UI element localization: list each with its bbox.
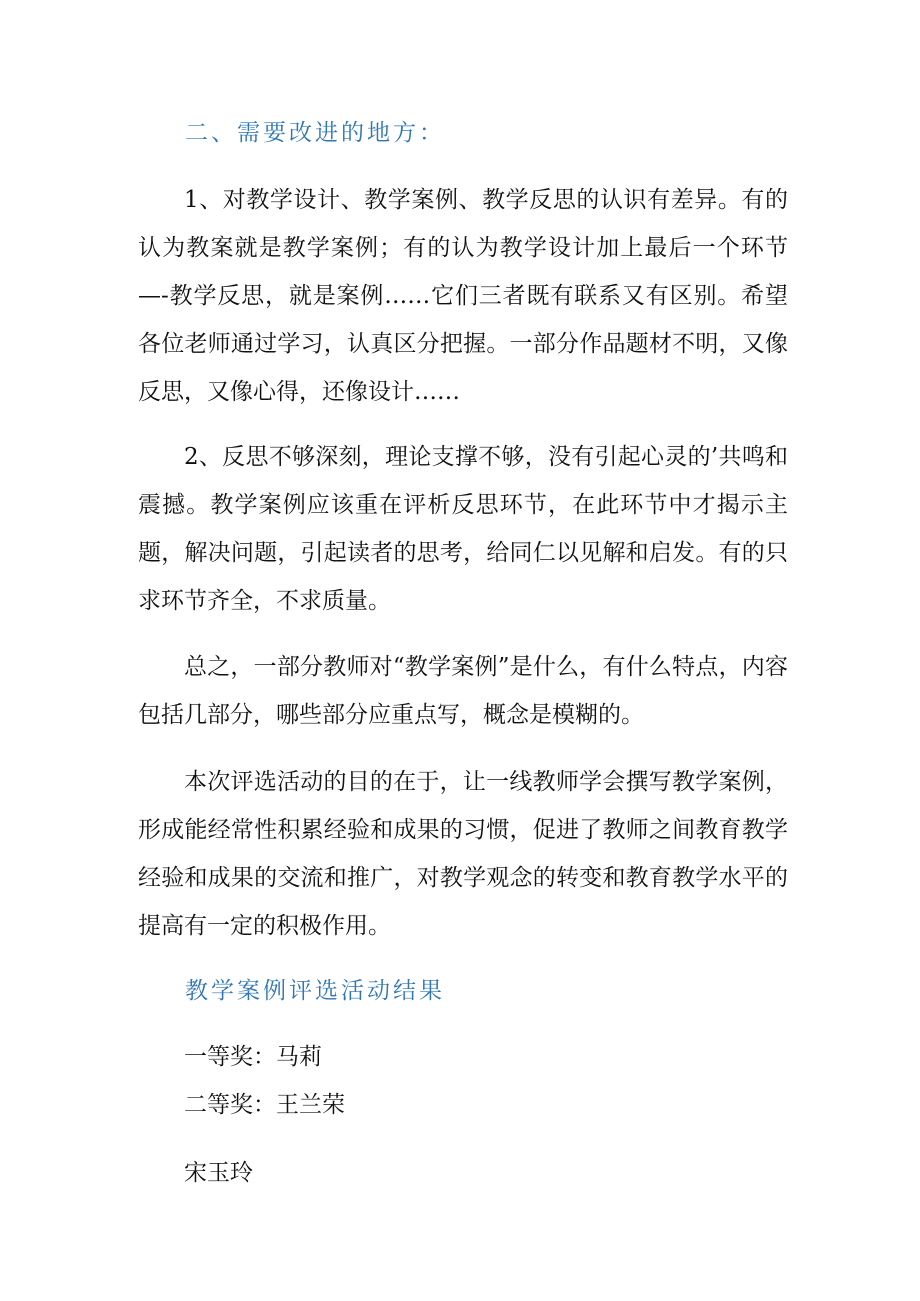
section-heading-results: 教学案例评选活动结果 [185,978,445,1004]
award-first-prize: 一等奖：马莉 [184,1044,322,1070]
paragraph-1: 1、对教学设计、教学案例、教学反思的认识有差异。有的认为教案就是教学案例；有的认为教学设计加上最后一个环节—-教学反思，就是案例……它们三者既有联系又有区别。希望各位老师通过学习，认真区分把握。一部分作品题材不明，又像反思，又像心得，还像设计…… [138,187,788,405]
award-winner-name: 宋玉玲 [184,1160,253,1186]
section-heading-improvements: 二、需要改进的地方： [185,120,445,146]
paragraph-summary: 总之，一部分教师对“教学案例”是什么，有什么特点，内容包括几部分，哪些部分应重点写，概念是模糊的。 [138,654,788,728]
paragraph-purpose: 本次评选活动的目的在于，让一线教师学会撰写教学案例，形成能经常性积累经验和成果的习惯，促进了教师之间教育教学经验和成果的交流和推广，对教学观念的转变和教育教学水平的提高有一定的积极作用。 [138,769,788,939]
award-second-prize: 二等奖：王兰荣 [184,1092,345,1118]
paragraph-2: 2、反思不够深刻，理论支撑不够，没有引起心灵的’共鸣和震撼。教学案例应该重在评析反思环节，在此环节中才揭示主题，解决问题，引起读者的思考，给同仁以见解和启发。有的只求环节齐全，不求质量。 [138,444,788,614]
